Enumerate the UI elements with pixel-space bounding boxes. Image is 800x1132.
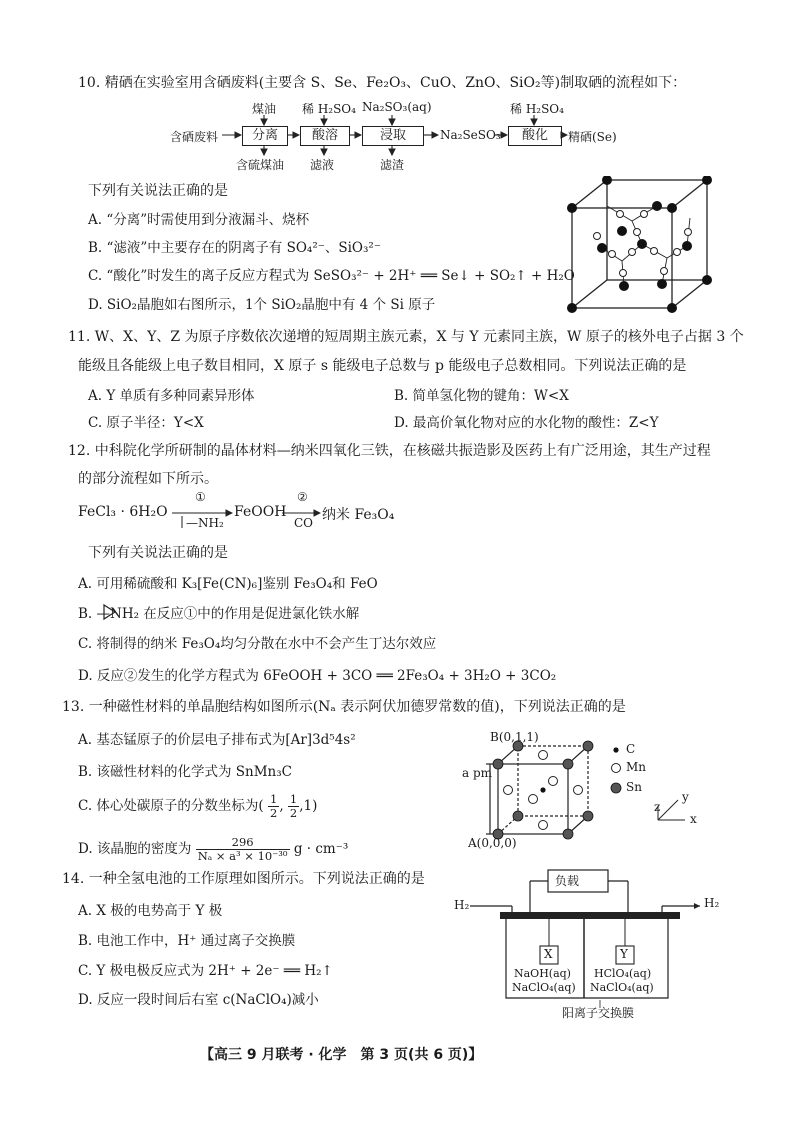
flow-start: 含硒废料 — [170, 130, 219, 144]
q13-c-frac2 — [288, 793, 299, 820]
flow-reagent-2: 稀 H₂SO₄ — [302, 102, 356, 116]
axes — [658, 800, 685, 820]
q13-d-num: 296 — [196, 836, 290, 850]
q13-d-den: Nₐ × a³ × 10⁻³⁰ — [197, 849, 288, 863]
q12-ring-icon — [102, 603, 124, 621]
q12-flow-start: FeCl₃ · 6H₂O — [78, 504, 168, 520]
q13-label-a-origin: A(0,0,0) — [468, 836, 517, 850]
axis-z-label: z — [654, 800, 661, 814]
q13-option-d — [78, 836, 348, 863]
q13-c-frac2-num: 1 — [289, 792, 298, 806]
q12-stem-line2: 的部分流程如下所示。 — [78, 471, 218, 487]
q14-option-a: A. X 极的电势高于 Y 极 — [78, 903, 223, 919]
q14-cell-figure — [450, 868, 740, 1018]
flow-mid-product: Na₂SeSO₃ — [440, 128, 501, 142]
flow-byproduct-2: 滤液 — [310, 158, 335, 172]
h2-in-label: H₂ — [454, 898, 470, 912]
flow-box-separate: 分离 — [242, 126, 288, 146]
top-plate — [500, 912, 680, 919]
h2-out-label: H₂ — [704, 896, 720, 910]
q12-option-b: B. —NH₂ 在反应①中的作用是促进氯化铁水解 — [78, 606, 360, 622]
c-atom — [540, 787, 545, 792]
axis-x-label: x — [690, 812, 697, 826]
electrode-y-label: Y — [620, 947, 628, 961]
legend-mn-swatch — [612, 764, 621, 773]
q11-option-b: B. 简单氢化物的键角：W<X — [394, 388, 569, 404]
q12-prompt: 下列有关说法正确的是 — [88, 545, 228, 561]
flow-box-acidify: 酸化 — [508, 126, 562, 146]
q14-option-c: C. Y 极电极反应式为 2H⁺ + 2e⁻ ══ H₂↑ — [78, 963, 333, 979]
flow-byproduct-1: 含硫煤油 — [236, 158, 285, 172]
q14-option-d: D. 反应一段时间后右室 c(NaClO₄)减小 — [78, 992, 319, 1008]
page-footer: 【高三 9 月联考 · 化学 第 3 页(共 6 页)】 — [200, 1047, 483, 1063]
q13-option-c: C. 体心处碳原子的分数坐标为( $\frac{1}{2}$ , $\frac{1}{2}$ ,1) — [78, 792, 318, 820]
flow-box-dissolve: 酸溶 — [300, 126, 350, 146]
q12-option-d: D. 反应②发生的化学方程式为 6FeOOH + 3CO ══ 2Fe₃O₄ + 3H₂O + 3CO₂ — [78, 668, 557, 684]
legend-sn: Sn — [626, 780, 642, 794]
q11-option-a: A. Y 单质有多种同素异形体 — [88, 388, 255, 404]
legend-c-swatch — [613, 747, 618, 752]
left-solution-1: NaOH(aq) — [514, 967, 571, 980]
flow-box-leach: 浸取 — [362, 126, 424, 146]
electrode-x-label: X — [544, 947, 553, 961]
load-label: 负载 — [555, 874, 580, 888]
q12-step2-reagent: CO — [294, 516, 314, 530]
flow-byproduct-3: 滤渣 — [380, 158, 405, 172]
q10-option-c: C. “酸化”时发生的离子反应方程式为 SeSO₃²⁻ + 2H⁺ ══ Se↓ + SO₂↑ + H₂O — [88, 268, 575, 284]
q12-flow-mid: FeOOH — [234, 504, 287, 520]
q10-option-a: A. “分离”时需使用到分液漏斗、烧杯 — [88, 212, 310, 228]
q10-option-b: B. “滤液”中主要存在的阴离子有 SO₄²⁻、SiO₃²⁻ — [88, 240, 381, 256]
q13-label-b: B(0,1,1) — [490, 730, 539, 744]
q12-step2-label: ② — [297, 490, 308, 504]
q13-option-c-text: C. 体心处碳原子的分数坐标为( — [78, 798, 264, 814]
q12-step1-label: ① — [195, 490, 206, 504]
axis-y-label: y — [682, 790, 689, 804]
right-solution-2: NaClO₄(aq) — [590, 981, 654, 994]
flow-reagent-4: 稀 H₂SO₄ — [510, 102, 564, 116]
q14-option-b: B. 电池工作中，H⁺ 通过离子交换膜 — [78, 933, 296, 949]
q13-c-frac2-den: 2 — [289, 806, 298, 820]
q13-label-a-length: a pm — [462, 766, 493, 780]
q11-option-d: D. 最高价氧化物对应的水化物的酸性：Z<Y — [394, 415, 659, 431]
legend-mn: Mn — [626, 760, 647, 774]
q13-option-b: B. 该磁性材料的化学式为 SnMn₃C — [78, 764, 292, 780]
q10-prompt: 下列有关说法正确的是 — [88, 183, 228, 199]
flow-reagent-3: Na₂SO₃(aq) — [362, 100, 432, 114]
left-solution-2: NaClO₄(aq) — [512, 981, 576, 994]
right-solution-1: HClO₄(aq) — [594, 967, 652, 980]
q14-stem: 14. 一种全氢电池的工作原理如图所示。下列说法正确的是 — [62, 871, 425, 887]
q12-stem-line1: 12. 中科院化学所研制的晶体材料—纳米四氧化三铁，在核磁共振造影及医药上有广泛用途，其生产过程 — [68, 443, 711, 459]
q10-option-d: D. SiO₂晶胞如右图所示，1个 SiO₂晶胞中有 4 个 Si 原子 — [88, 297, 436, 313]
legend-c: C — [626, 742, 636, 756]
q13-c-frac1-num: 1 — [270, 792, 278, 806]
q13-option-d-text: D. 该晶胞的密度为 — [78, 841, 192, 857]
q13-d-unit: g · cm⁻³ — [293, 841, 349, 857]
flow-reagent-1: 煤油 — [252, 102, 277, 116]
q13-d-frac — [196, 836, 290, 863]
q13-c-frac1-den: 2 — [270, 806, 278, 820]
q11-stem-line2: 能级且各能级上电子数目相同，X 原子 s 能级电子总数与 p 能级电子总数相同。下列说法正确的是 — [78, 358, 687, 374]
q13-c-tail: ,1) — [299, 798, 318, 814]
membrane-label: 阳离子交换膜 — [562, 1006, 635, 1020]
q13-stem: 13. 一种磁性材料的单晶胞结构如图所示(Nₐ 表示阿伏加德罗常数的值)，下列说法正确的是 — [62, 699, 626, 715]
q11-stem-line1: 11. W、X、Y、Z 为原子序数依次递增的短周期主族元素，X 与 Y 元素同主族，W 原子的核外电子占据 3 个 — [68, 329, 744, 345]
q13-option-a: A. 基态锰原子的价层电子排布式为[Ar]3d⁵4s² — [78, 732, 356, 748]
q12-step1-reagent: —NH₂ — [186, 516, 224, 530]
q12-option-a: A. 可用稀硫酸和 K₃[Fe(CN)₆]鉴别 Fe₃O₄和 FeO — [78, 576, 378, 592]
legend-sn-swatch — [611, 783, 621, 793]
q12-flow-end: 纳米 Fe₃O₄ — [322, 507, 395, 523]
q13-c-frac1 — [268, 793, 279, 820]
q10-stem: 10. 精硒在实验室用含硒废料(主要含 S、Se、Fe₂O₃、CuO、ZnO、SiO₂等)制取硒的流程如下： — [78, 75, 687, 91]
flow-end-product: 精硒(Se) — [568, 130, 617, 144]
q12-option-c: C. 将制得的纳米 Fe₃O₄均匀分散在水中不会产生丁达尔效应 — [78, 636, 437, 652]
q11-option-c: C. 原子半径：Y<X — [88, 415, 204, 431]
